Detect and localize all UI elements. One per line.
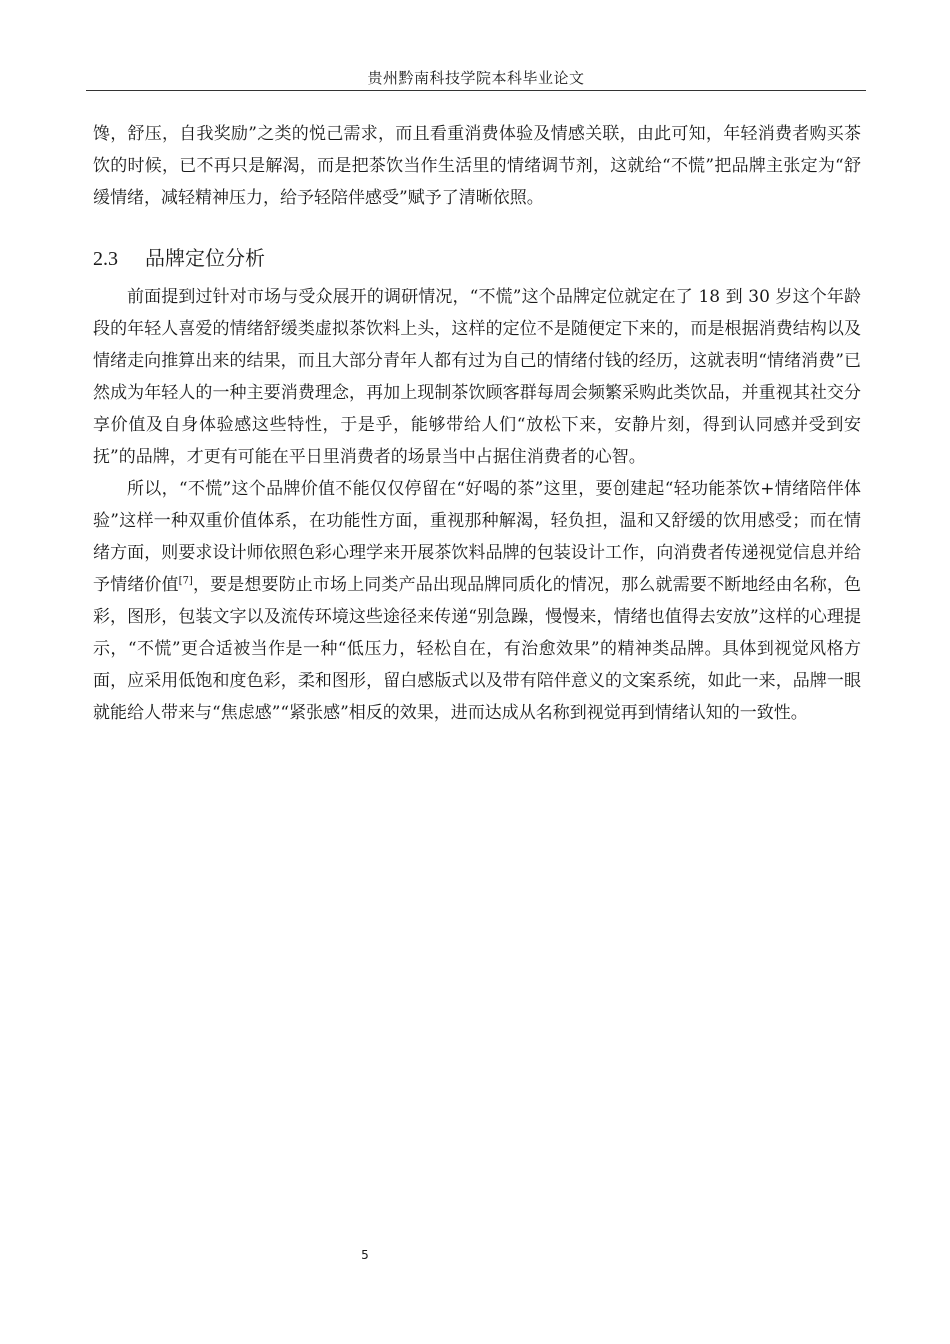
body-paragraph-2 bbox=[93, 473, 861, 729]
paragraph-2-text-a: 所以，“不慌”这个品牌价值不能仅仅停留在“好喝的茶”这里，要创建起“轻功能茶饮+情绪陪伴体验”这样一种双重价值体系，在功能性方面，重视那种解渴，轻负担，温和又舒缓的饮用感受；而在情绪方面，则要求设计师依照色彩心理学来开展茶饮料品牌的包装设计工作，向消费者传递视觉信息并给予情绪价值 bbox=[93, 479, 861, 595]
section-number: 2.3 bbox=[93, 248, 118, 270]
citation-marker: [7] bbox=[178, 575, 193, 587]
page-body bbox=[93, 118, 861, 729]
section-title: 品牌定位分析 bbox=[145, 246, 265, 270]
running-header bbox=[86, 66, 866, 91]
header-title: 贵州黔南科技学院本科毕业论文 bbox=[367, 69, 585, 87]
paragraph-2-text-b: ，要是想要防止市场上同类产品出现品牌同质化的情况，那么就需要不断地经由名称，色彩，图形，包装文字以及流传环境这些途径来传递“别急躁，慢慢来，情绪也值得去安放”这样的心理提示，“不慌”更合适被当作是一种“低压力，轻松自在，有治愈效果”的精神类品牌。具体到视觉风格方面，应采用低饱和度色彩，柔和图形，留白感版式以及带有陪伴意义的文案系统，如此一来，品牌一眼就能给人带来与“焦虑感”“紧张感”相反的效果，进而达成从名称到视觉再到情绪认知的一致性。 bbox=[93, 575, 862, 723]
body-paragraph-1: 前面提到过针对市场与受众展开的调研情况，“不慌”这个品牌定位就定在了 18 到 30 岁这个年龄段的年轻人喜爱的情绪舒缓类虚拟茶饮料上头，这样的定位不是随便定下来的，而是根据消费结构以及情绪走向推算出来的结果，而且大部分青年人都有过为自己的情绪付钱的经历，这就表明“情绪消费”已然成为年轻人的一种主要消费理念，再加上现制茶饮顾客群每周会频繁采购此类饮品，并重视其社交分享价值及自身体验感这些特性，于是乎，能够带给人们“放松下来，安静片刻，得到认同感并受到安抚”的品牌，才更有可能在平日里消费者的场景当中占据住消费者的心智。 bbox=[93, 287, 861, 467]
page-number: 5 bbox=[361, 1248, 369, 1262]
continued-paragraph: 馋，舒压，自我奖励”之类的悦己需求，而且看重消费体验及情感关联，由此可知，年轻消费者购买茶饮的时候，已不再只是解渴，而是把茶饮当作生活里的情绪调节剂，这就给“不慌”把品牌主张定为“舒缓情绪，减轻精神压力，给予轻陪伴感受”赋予了清晰依照。 bbox=[93, 124, 861, 208]
section-heading bbox=[93, 240, 861, 277]
